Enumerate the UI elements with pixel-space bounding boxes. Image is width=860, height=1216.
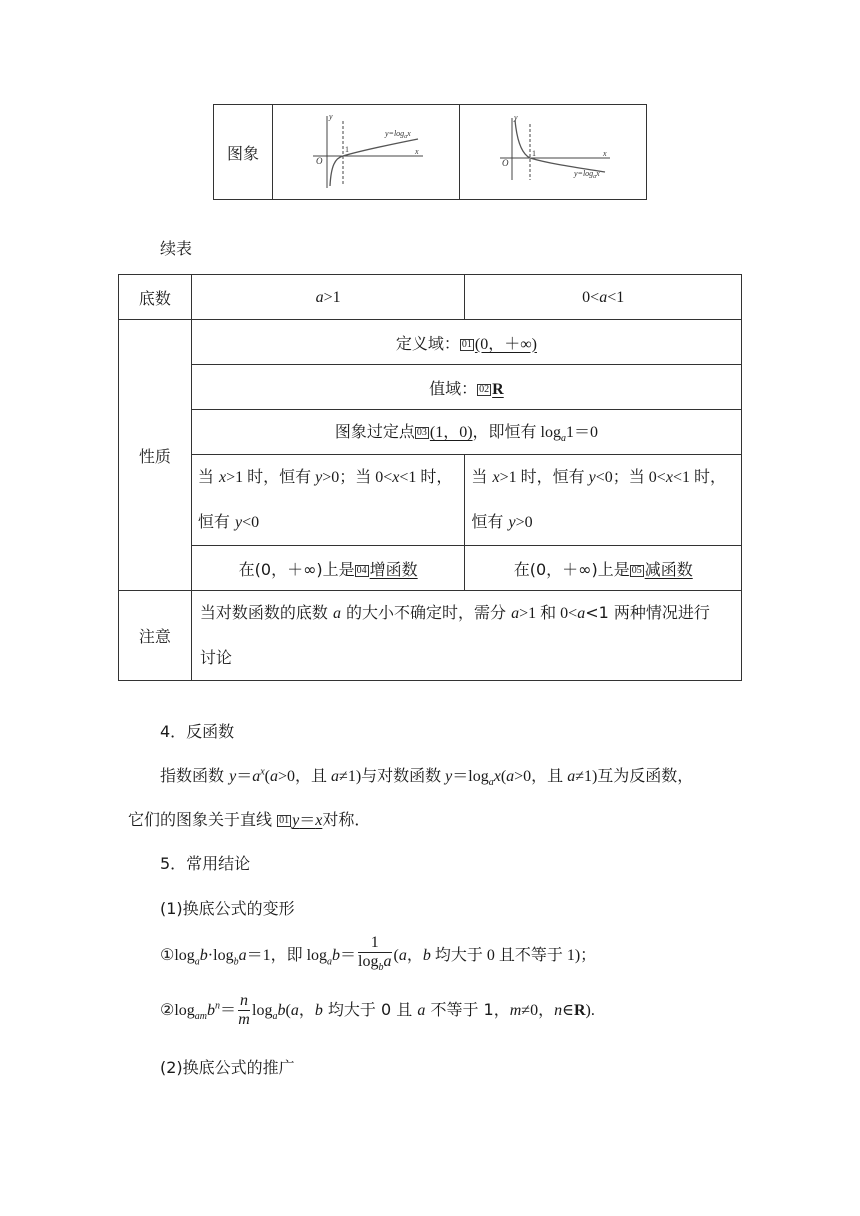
text: ②log: [160, 1002, 195, 1019]
text: >1 和 0<: [519, 605, 578, 622]
y-var: y: [234, 514, 243, 531]
text: ，: [406, 947, 423, 965]
a-var: a: [252, 768, 261, 785]
note-cell: [191, 591, 741, 681]
a-var: a: [506, 768, 515, 785]
b-var: b: [332, 947, 341, 965]
m-var: m: [509, 1002, 522, 1019]
fraction-numerator: 1: [358, 934, 391, 953]
log-base: a: [272, 1011, 278, 1023]
a-var: a: [332, 605, 341, 622]
text: 的大小不确定时，需分: [340, 603, 512, 622]
y-var: y: [445, 768, 453, 785]
a-var: a: [417, 1002, 426, 1019]
a-var: a: [315, 289, 324, 306]
text: 它们的图象关于直线: [128, 810, 278, 829]
a-var: a: [238, 947, 247, 965]
text: (: [264, 768, 270, 785]
text: 均大于 0 且不等于 1)；: [430, 947, 597, 965]
mono-right-value: 减函数: [644, 559, 693, 579]
graph1-y-axis: y: [329, 111, 333, 121]
graph-table: [213, 104, 647, 200]
text: ≠0，: [521, 1002, 555, 1019]
text: 不等于 1，: [425, 1000, 510, 1019]
graph1-curve-label: $y=\log_ax$: [385, 128, 411, 140]
mono-left-value: 增函数: [369, 559, 418, 579]
blank-number-badge: 01: [461, 338, 472, 350]
a-lt1-rest: <1: [607, 289, 625, 306]
exponent: n: [215, 1000, 221, 1012]
log-graph-increasing: [273, 106, 459, 199]
text: ).: [585, 1002, 595, 1019]
range-label: 值域：: [429, 378, 478, 398]
graph-cell-a-lt1: [460, 105, 647, 200]
text: 对称．: [322, 810, 371, 829]
mono-left-cell: [191, 546, 465, 591]
a-gt1-header-cell: [191, 275, 465, 320]
properties-table: [118, 274, 742, 681]
formula-2: [160, 992, 595, 1029]
mono-left-pre: 在(0，＋∞)上是: [238, 559, 355, 579]
blank-number-badge: 05: [631, 564, 642, 576]
a-lt1-pre: 0<: [582, 289, 600, 306]
log-base: a: [488, 777, 494, 789]
section5-sub1: (1)换底公式的变形: [160, 899, 295, 918]
graph1-x-axis: x: [415, 146, 419, 156]
log-base: am: [194, 1011, 208, 1023]
range-value: R: [492, 380, 504, 398]
section4-heading: 4．反函数: [160, 722, 235, 741]
b-var: b: [422, 947, 431, 965]
log-base: b: [233, 956, 239, 968]
text: ，: [298, 1002, 315, 1019]
a-var: a: [290, 1002, 299, 1019]
a-var: a: [383, 953, 392, 970]
x-var: x: [492, 469, 500, 486]
text: >0；当 0<: [322, 469, 393, 486]
text: ＝log: [452, 768, 489, 785]
note-label: 注意: [138, 627, 171, 646]
text: <1 时，: [399, 469, 453, 486]
x-var: x: [218, 469, 227, 486]
text: <1 两种情况进行: [585, 603, 710, 622]
text: 均大于 0 且: [322, 1000, 418, 1019]
x-var: x: [315, 812, 323, 829]
graph2-origin: O: [502, 157, 509, 168]
real-set: R: [573, 1002, 586, 1019]
text: (: [500, 768, 507, 785]
text: >1 时，恒有: [226, 469, 316, 486]
x-var: x: [665, 469, 673, 486]
text: ·log: [207, 947, 234, 965]
text: ①log: [160, 947, 195, 965]
text: ≠1)与对数函数: [339, 768, 446, 785]
y-var: y: [588, 469, 596, 486]
log-base: b: [378, 962, 384, 974]
a-var: a: [567, 768, 576, 785]
graph1-one: 1: [345, 144, 349, 154]
text: <0: [242, 514, 260, 531]
base-header-cell: [119, 275, 192, 320]
base-label: 底数: [138, 288, 171, 308]
section4-paragraph-line1: [160, 763, 693, 788]
text: 当: [197, 467, 219, 486]
fixed-point-pre: 图象过定点: [334, 422, 415, 442]
text: (: [393, 947, 399, 965]
b-var: b: [207, 1002, 216, 1019]
log-base: a: [327, 956, 333, 968]
a-gt1-rest: >1: [323, 289, 341, 306]
fixed-point-value: (1，0): [429, 424, 473, 442]
graph2-curve-label: $y=\log_ax$: [574, 168, 600, 180]
text: 讨论: [199, 648, 232, 667]
fraction-denominator: [358, 953, 391, 977]
y-var: y: [229, 768, 237, 785]
a-var: a: [511, 605, 520, 622]
text: >0: [515, 514, 533, 531]
fraction-numerator: n: [240, 992, 249, 1009]
continued-label: 续表: [160, 239, 193, 258]
domain-cell: [191, 320, 741, 365]
text: log: [252, 1002, 273, 1019]
graph-label: 图象: [226, 143, 259, 163]
log-graph-decreasing: [460, 106, 646, 199]
section5-heading: 5．常用结论: [160, 854, 251, 873]
text: <1 时，: [672, 469, 726, 486]
text: ＝: [220, 1002, 237, 1019]
n-var: n: [554, 1002, 563, 1019]
x-var: x: [493, 768, 501, 785]
fixed-point-cell: [191, 410, 741, 455]
log-base: a: [194, 956, 200, 968]
property-label-cell: [119, 320, 192, 591]
y-var: y: [292, 812, 300, 829]
graph-row-label: [214, 105, 273, 200]
text: (: [285, 1002, 291, 1019]
b-var: b: [314, 1002, 323, 1019]
text: ∈: [562, 1002, 574, 1019]
exponent: x: [260, 766, 265, 778]
fraction: [358, 934, 391, 977]
fixed-point-end: 1＝0: [566, 424, 599, 442]
text: 当: [471, 467, 493, 486]
formula-1: [160, 934, 596, 977]
text: ≠1)互为反函数，: [575, 768, 694, 785]
fixed-point-mid: ，即恒有 log: [472, 424, 561, 442]
text: 当对数函数的底数: [199, 603, 333, 622]
graph2-x-axis: x: [603, 148, 607, 158]
text: >0，且: [278, 768, 332, 785]
text: log: [358, 953, 379, 970]
text: <0；当 0<: [595, 469, 666, 486]
b-var: b: [199, 947, 208, 965]
graph-cell-a-gt1: [273, 105, 460, 200]
a-var: a: [398, 947, 407, 965]
blank-number-badge: 02: [479, 383, 490, 395]
b-var: b: [277, 1002, 286, 1019]
text: 恒有: [197, 512, 235, 531]
range-cell: [191, 365, 741, 410]
mono-right-cell: [465, 546, 742, 591]
graph2-one: 1: [532, 148, 536, 158]
log-base: a: [561, 433, 566, 445]
x-var: x: [392, 469, 400, 486]
blank-number-badge: 04: [356, 564, 367, 576]
text: ＝: [236, 768, 253, 785]
a-var: a: [599, 289, 608, 306]
y-var: y: [315, 469, 323, 486]
domain-value: (0，＋∞): [474, 335, 537, 353]
blank-number-badge: 03: [416, 427, 427, 439]
a-var: a: [331, 768, 340, 785]
text: 恒有: [471, 512, 509, 531]
graph2-y-axis: y: [514, 112, 518, 122]
text: >1 时，恒有: [499, 469, 589, 486]
a-var: a: [270, 768, 278, 785]
sign-right-cell: [465, 455, 742, 546]
blank-number-badge: 01: [279, 815, 290, 826]
domain-label: 定义域：: [395, 333, 460, 353]
text: >0，且: [514, 768, 568, 785]
text: 指数函数: [160, 766, 230, 785]
fraction-denominator: m: [238, 1011, 250, 1028]
section5-sub2: (2)换底公式的推广: [160, 1058, 295, 1077]
section4-paragraph-line2: [128, 807, 370, 830]
mono-right-pre: 在(0，＋∞)上是: [513, 559, 630, 579]
text: ＝: [299, 812, 316, 829]
y-var: y: [508, 514, 516, 531]
a-lt1-header-cell: [465, 275, 742, 320]
a-var: a: [577, 605, 586, 622]
graph1-origin: O: [316, 155, 323, 166]
text: ＝: [340, 947, 357, 965]
text: ＝1，即 log: [246, 947, 328, 965]
sign-left-cell: [191, 455, 465, 546]
fraction: [238, 992, 250, 1029]
note-label-cell: [119, 591, 192, 681]
property-label: 性质: [138, 446, 171, 466]
